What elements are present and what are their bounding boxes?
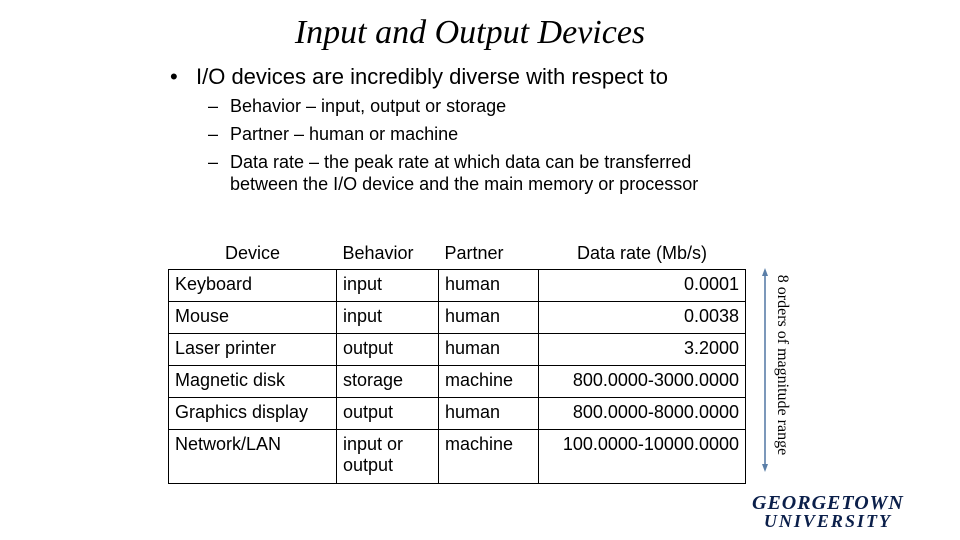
cell-data-rate: 800.0000-3000.0000 [539,366,746,398]
main-bullet [170,64,668,90]
table-row [169,398,746,430]
table-row [169,430,746,484]
io-devices-table [168,237,746,484]
georgetown-university-logo [752,494,904,530]
cell-partner: machine [439,366,539,398]
main-bullet-text: I/O devices are incredibly diverse with respect to [196,64,668,89]
sub-bullet-text: Partner – human or machine [230,124,459,144]
header-partner: Partner [444,242,504,263]
cell-partner: machine [439,430,539,484]
sub-bullet-behavior [208,95,506,117]
cell-behavior: input or output [337,430,439,484]
bullet-marker: • [170,64,178,89]
cell-behavior: input [337,302,439,334]
double-arrow-icon [762,268,768,472]
cell-data-rate: 3.2000 [539,334,746,366]
table-row [169,270,746,302]
cell-device: Graphics display [169,398,337,430]
cell-device: Keyboard [169,270,337,302]
header-device: Device [224,242,281,263]
cell-partner: human [439,302,539,334]
sub-bullet-marker: – [208,96,219,116]
magnitude-range-label: 8 orders of magnitude range [774,274,791,456]
sub-bullet-marker: – [208,152,219,172]
cell-partner: human [439,398,539,430]
cell-behavior: input [337,270,439,302]
sub-bullet-text: Behavior – input, output or storage [230,96,507,116]
sub-bullet-partner [208,123,458,145]
header-behavior: Behavior [342,242,414,263]
cell-device: Magnetic disk [169,366,337,398]
cell-device: Laser printer [169,334,337,366]
cell-behavior: output [337,398,439,430]
table-header-row [169,237,746,270]
cell-device: Network/LAN [169,430,337,484]
sub-bullet-marker: – [208,124,219,144]
slide-title: Input and Output Devices [294,14,646,51]
cell-data-rate: 800.0000-8000.0000 [539,398,746,430]
header-data-rate: Data rate (Mb/s) [576,242,708,263]
cell-partner: human [439,334,539,366]
table-row [169,302,746,334]
cell-data-rate: 100.0000-10000.0000 [539,430,746,484]
cell-data-rate: 0.0001 [539,270,746,302]
cell-partner: human [439,270,539,302]
table-row [169,366,746,398]
sub-bullet-text: Data rate – the peak rate at which data can be transferred [230,152,692,172]
sub-bullet-data-rate [208,151,698,195]
cell-data-rate: 0.0038 [539,302,746,334]
cell-behavior: storage [337,366,439,398]
logo-line-2: UNIVERSITY [763,511,892,531]
cell-behavior: output [337,334,439,366]
logo-line-1: GEORGETOWN [752,492,904,514]
sub-bullet-continuation: between the I/O device and the main memory or processor [230,174,699,194]
cell-device: Mouse [169,302,337,334]
table-row [169,334,746,366]
